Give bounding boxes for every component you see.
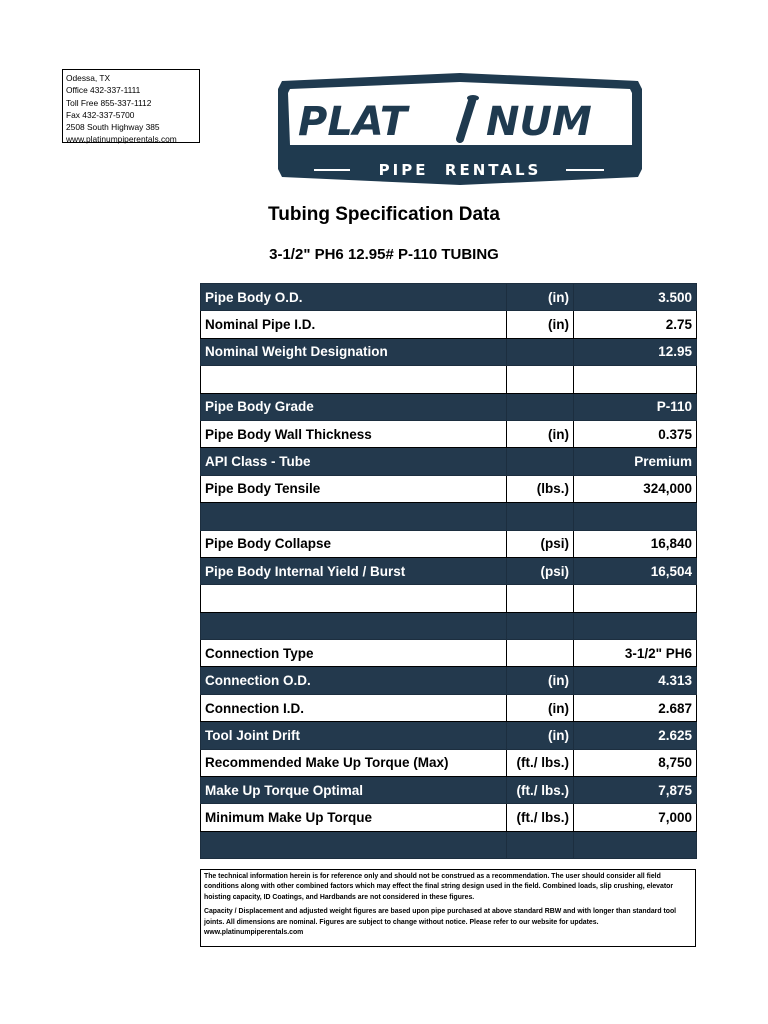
spec-value: 3.500 <box>574 284 697 311</box>
spec-label: Make Up Torque Optimal <box>201 777 507 804</box>
spec-label: Connection O.D. <box>201 667 507 694</box>
spec-row <box>201 694 697 721</box>
spec-table <box>200 283 697 859</box>
spec-row <box>201 393 697 420</box>
spec-value: 324,000 <box>574 475 697 502</box>
spec-unit: (in) <box>507 311 574 338</box>
spec-row <box>201 640 697 667</box>
spec-row-empty <box>201 585 697 612</box>
spec-label: Pipe Body Wall Thickness <box>201 420 507 447</box>
spec-row <box>201 557 697 584</box>
spec-value: 7,875 <box>574 777 697 804</box>
spec-label: Nominal Weight Designation <box>201 338 507 365</box>
spec-label: Pipe Body Collapse <box>201 530 507 557</box>
spec-value: 2.625 <box>574 722 697 749</box>
spec-label: Recommended Make Up Torque (Max) <box>201 749 507 776</box>
spec-unit <box>507 393 574 420</box>
spec-value: 16,840 <box>574 530 697 557</box>
contact-address: 2508 South Highway 385 <box>66 122 160 133</box>
disclaimer-text-1: The technical information herein is for reference only and should not be construed as a recommendation. The user should consider all field conditions along with other combined factors which may effect the final string design used in the field. Combined loads, slip crushing, elevator hoisting capacity, ID Coatings, and Hardbands are not considered in these figures. <box>204 873 674 901</box>
spec-label: Connection Type <box>201 640 507 667</box>
spec-label <box>201 585 507 612</box>
spec-row <box>201 804 697 831</box>
spec-label <box>201 831 507 858</box>
spec-label: Pipe Body Grade <box>201 393 507 420</box>
spec-value <box>574 612 697 639</box>
spec-row-empty <box>201 612 697 639</box>
spec-unit: (ft./ lbs.) <box>507 777 574 804</box>
spec-row <box>201 420 697 447</box>
spec-row <box>201 722 697 749</box>
spec-unit: (psi) <box>507 530 574 557</box>
spec-label: Connection I.D. <box>201 694 507 721</box>
spec-unit: (in) <box>507 667 574 694</box>
spec-value: 2.75 <box>574 311 697 338</box>
spec-value: 12.95 <box>574 338 697 365</box>
contact-office-phone: Office 432-337-1111 <box>66 85 141 96</box>
spec-unit <box>507 612 574 639</box>
spec-row <box>201 311 697 338</box>
spec-unit <box>507 585 574 612</box>
spec-unit: (lbs.) <box>507 475 574 502</box>
spec-value <box>574 503 697 530</box>
spec-row <box>201 530 697 557</box>
spec-value: 2.687 <box>574 694 697 721</box>
spec-unit: (in) <box>507 722 574 749</box>
spec-row-empty <box>201 366 697 393</box>
spec-label <box>201 366 507 393</box>
logo-tagline: PIPE RENTALS <box>378 161 542 179</box>
spec-label: Minimum Make Up Torque <box>201 804 507 831</box>
disclaimer-website[interactable]: www.platinumpiperentals.com <box>204 929 304 937</box>
contact-website[interactable]: www.platinumpiperentals.com <box>66 134 177 145</box>
spec-row <box>201 667 697 694</box>
spec-label: Tool Joint Drift <box>201 722 507 749</box>
spec-value <box>574 831 697 858</box>
spec-row <box>201 749 697 776</box>
spec-unit <box>507 640 574 667</box>
spec-unit <box>507 366 574 393</box>
spec-row-empty <box>201 503 697 530</box>
spec-unit: (in) <box>507 284 574 311</box>
spec-unit: (psi) <box>507 557 574 584</box>
contact-fax: Fax 432-337-5700 <box>66 109 135 120</box>
contact-city: Odessa, TX <box>66 73 111 83</box>
spec-label <box>201 612 507 639</box>
document-title: Tubing Specification Data <box>268 204 500 225</box>
logo-word-right: NUM <box>486 99 592 145</box>
spec-value: P-110 <box>574 393 697 420</box>
spec-value: 7,000 <box>574 804 697 831</box>
contact-toll-free: Toll Free 855-337-1112 <box>66 97 152 108</box>
spec-row <box>201 284 697 311</box>
disclaimer-text-2-body: Capacity / Displacement and adjusted weight figures are based upon pipe purchased at above standard RBW and with longer than standard tool joints. All dimensions are nominal. Figures are subject to change without notice. Please refer to our website for updates. <box>204 908 677 926</box>
spec-unit: (ft./ lbs.) <box>507 749 574 776</box>
logo-word-left: PLAT <box>298 99 408 145</box>
spec-value: 3-1/2" PH6 <box>574 640 697 667</box>
spec-unit: (in) <box>507 694 574 721</box>
disclaimer-text-2 <box>204 907 692 938</box>
spec-unit: (ft./ lbs.) <box>507 804 574 831</box>
spec-label: Pipe Body Tensile <box>201 475 507 502</box>
spec-row <box>201 475 697 502</box>
spec-label <box>201 503 507 530</box>
spec-row <box>201 448 697 475</box>
disclaimer-box <box>200 869 696 947</box>
spec-unit <box>507 448 574 475</box>
spec-value: 8,750 <box>574 749 697 776</box>
spec-unit <box>507 338 574 365</box>
spec-unit: (in) <box>507 420 574 447</box>
spec-value <box>574 366 697 393</box>
spec-row <box>201 338 697 365</box>
spec-label: API Class - Tube <box>201 448 507 475</box>
spec-label: Pipe Body Internal Yield / Burst <box>201 557 507 584</box>
spec-value: 4.313 <box>574 667 697 694</box>
spec-unit <box>507 831 574 858</box>
spec-label: Pipe Body O.D. <box>201 284 507 311</box>
spec-value: 0.375 <box>574 420 697 447</box>
spec-label: Nominal Pipe I.D. <box>201 311 507 338</box>
spec-value: 16,504 <box>574 557 697 584</box>
spec-row <box>201 777 697 804</box>
spec-unit <box>507 503 574 530</box>
platinum-pipe-rentals-logo <box>274 71 646 186</box>
contact-info-box <box>62 69 200 143</box>
spec-row-empty <box>201 831 697 858</box>
spec-value: Premium <box>574 448 697 475</box>
spec-value <box>574 585 697 612</box>
document-subtitle: 3-1/2" PH6 12.95# P-110 TUBING <box>269 246 499 263</box>
